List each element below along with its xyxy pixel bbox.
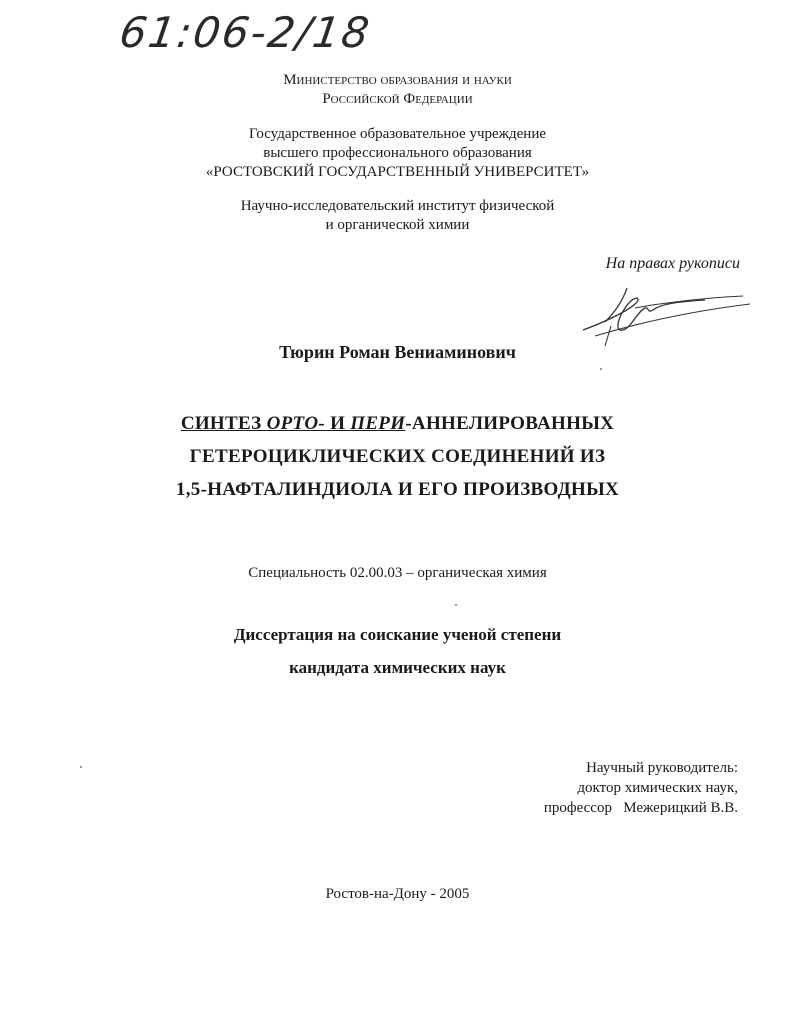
- institution-line-1: Государственное образовательное учреждение: [248, 126, 547, 142]
- title-line-1: [0, 407, 795, 440]
- title-prefix-peri: ПЕРИ: [350, 413, 406, 434]
- institution-line-2: высшего профессионального образования: [263, 145, 532, 161]
- title-word-and: И: [325, 413, 351, 434]
- author-name: Тюрин Роман Вениаминович: [279, 342, 516, 362]
- scan-speck: [455, 604, 457, 606]
- supervisor-line-3: профессор Межерицкий В.В.: [543, 800, 738, 816]
- scan-speck: [600, 368, 602, 370]
- supervisor-block: [480, 758, 738, 818]
- degree-statement: [0, 618, 795, 684]
- institution-line-3: «РОСТОВСКИЙ ГОСУДАРСТВЕННЫЙ УНИВЕРСИТЕТ»: [205, 164, 590, 180]
- ministry-heading: [0, 71, 795, 109]
- ministry-line-1: Министерство образования и науки: [283, 72, 512, 88]
- title-line-2: ГЕТЕРОЦИКЛИЧЕСКИХ СОЕДИНЕНИЙ ИЗ: [189, 446, 606, 467]
- title-word-synthesis: СИНТЕЗ: [180, 413, 267, 434]
- specialty: Специальность 02.00.03 – органическая химия: [248, 565, 547, 581]
- degree-line-2: кандидата химических наук: [289, 658, 506, 677]
- city-year: Ростов-на-Дону - 2005: [325, 886, 470, 902]
- supervisor-line-2: доктор химических наук,: [577, 780, 738, 796]
- title-word-annelated: -АННЕЛИРОВАННЫХ: [405, 413, 615, 434]
- rights-note: На правах рукописи: [605, 255, 740, 272]
- archive-number: 61:06-2/18: [116, 8, 374, 57]
- institute-line-2: и органической химии: [325, 217, 470, 233]
- ministry-line-2: Российской Федерации: [322, 91, 473, 107]
- dissertation-title: [0, 407, 795, 506]
- degree-line-1: Диссертация на соискание ученой степени: [233, 625, 562, 644]
- institute-heading: [0, 197, 795, 235]
- title-prefix-orto: ОРТО-: [266, 413, 326, 434]
- institution-heading: [0, 125, 795, 182]
- supervisor-line-1: Научный руководитель:: [586, 760, 738, 776]
- scan-speck: [80, 766, 82, 768]
- institute-line-1: Научно-исследовательский институт физической: [240, 198, 555, 214]
- title-line-3: 1,5-НАФТАЛИНДИОЛА И ЕГО ПРОИЗВОДНЫХ: [175, 479, 620, 500]
